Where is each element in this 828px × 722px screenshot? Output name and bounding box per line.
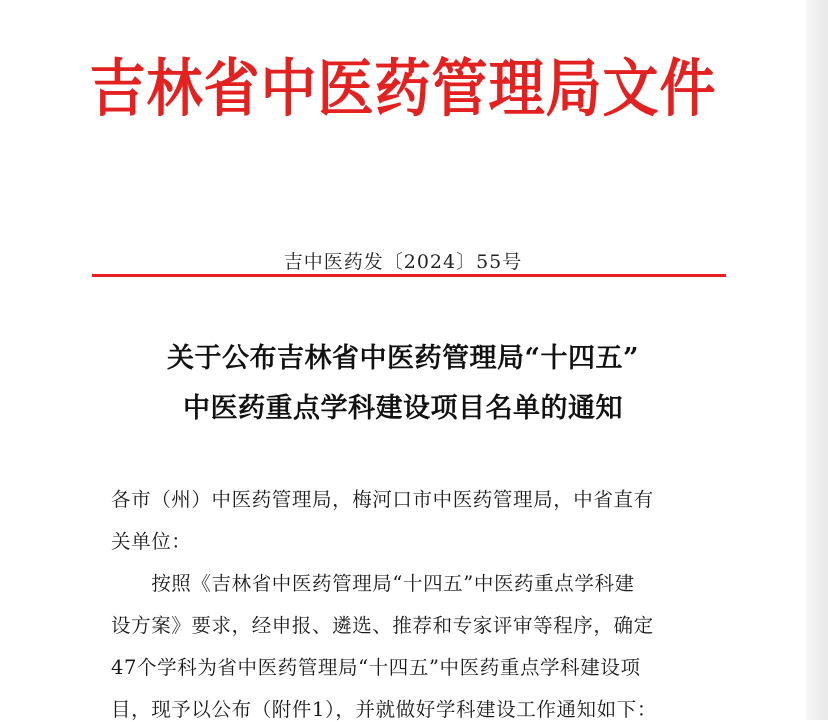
document-header-title: 吉林省中医药管理局文件 — [89, 52, 717, 126]
body-line: 按照《吉林省中医药管理局“十四五”中医药重点学科建 — [111, 572, 635, 595]
body-line: 各市（州）中医药管理局，梅河口市中医药管理局，中省直有 — [111, 488, 654, 511]
header-red-rule — [92, 274, 726, 277]
notice-title-line-1: 关于公布吉林省中医药管理局“十四五” — [166, 343, 640, 374]
document-number: 吉中医药发〔2024〕55号 — [283, 251, 523, 273]
body-line: 47个学科为省中医药管理局“十四五”中医药重点学科建设项 — [111, 656, 641, 679]
body-line: 目，现予以公布（附件1），并就做好学科建设工作通知如下： — [111, 698, 657, 721]
body-line: 设方案》要求，经申报、遴选、推荐和专家评审等程序，确定 — [111, 614, 654, 637]
body-line: 关单位： — [111, 530, 192, 553]
notice-title-line-2: 中医药重点学科建设项目名单的通知 — [183, 393, 623, 424]
